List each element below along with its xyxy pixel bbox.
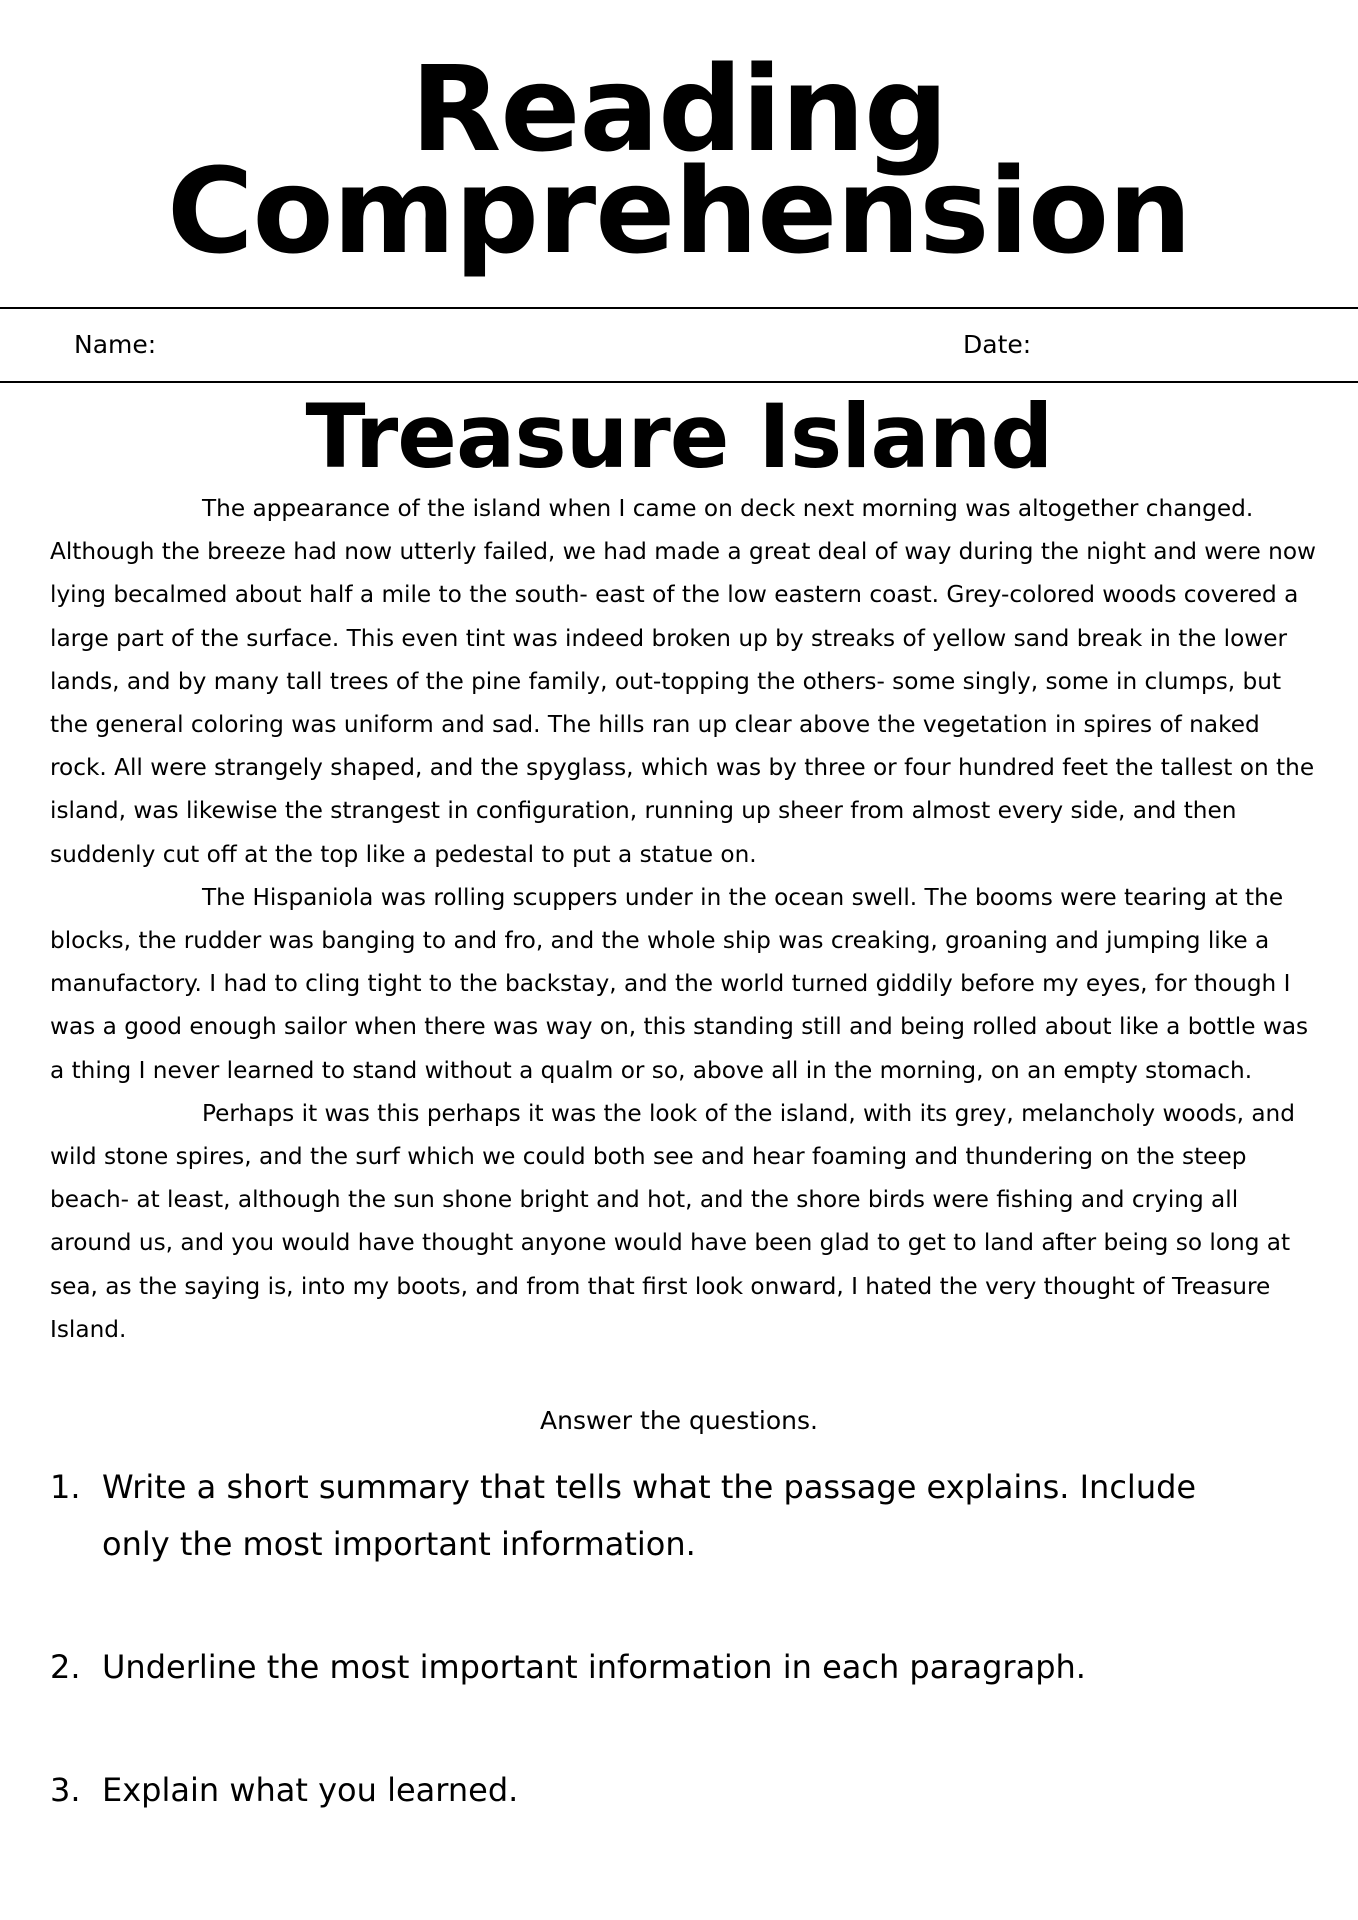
story-title: Treasure Island bbox=[305, 385, 1053, 488]
name-field-label[interactable]: Name: bbox=[74, 330, 157, 359]
question-text: Underline the most important information in each paragraph. bbox=[102, 1648, 1086, 1686]
passage-paragraph-1: The appearance of the island when I came on deck next morning was altogether changed. Although the breeze had now utterly failed, we had made a great deal of way during the night and were now lying becalmed about half a mile to the south- east of the low eastern coast. Grey-colored woods covered a large part of the surface. This even tint was indeed broken up by streaks of yellow sand break in the lower lands, and by many tall trees of the pine family, out-topping the others- some singly, some in clumps, but the general coloring was uniform and sad. The hills ran up clear above the vegetation in spires of naked rock. All were strangely shaped, and the spyglass, which was by three or four hundred feet the tallest on the island, was likewise the strangest in configuration, running up sheer from almost every side, and then suddenly cut off at the top like a pedestal to put a statue on. bbox=[50, 495, 1317, 868]
question-1 bbox=[50, 1459, 1270, 1573]
passage-paragraph-2: The Hispaniola was rolling scuppers under in the ocean swell. The booms were tearing at the blocks, the rudder was banging to and fro, and the whole ship was creaking, groaning and jumping like a manufactory. I had to cling tight to the backstay, and the world turned giddily before my eyes, for though I was a good enough sailor when there was way on, this standing still and being rolled about like a bottle was a thing I never learned to stand without a qualm or so, above all in the morning, on an empty stomach. bbox=[50, 883, 1309, 1084]
question-3 bbox=[50, 1762, 1270, 1819]
header-rule-top bbox=[0, 307, 1358, 309]
date-field-label[interactable]: Date: bbox=[963, 330, 1032, 359]
question-number: 2. bbox=[50, 1648, 81, 1686]
worksheet-title bbox=[0, 40, 1358, 280]
reading-passage bbox=[50, 487, 1318, 1351]
questions-instruction: Answer the questions. bbox=[540, 1406, 818, 1435]
passage-paragraph-3: Perhaps it was this perhaps it was the look of the island, with its grey, melancholy woods, and wild stone spires, and the surf which we could both see and hear foaming and thundering on the steep beach- at least, although the sun shone bright and hot, and the shore birds were fishing and crying all around us, and you would have thought anyone would have been glad to get to land after being so long at sea, as the saying is, into my boots, and from that first look onward, I hated the very thought of Treasure Island. bbox=[50, 1099, 1295, 1343]
title-line-comprehension: Comprehension bbox=[166, 142, 1192, 280]
question-number: 1. bbox=[50, 1468, 81, 1506]
question-number: 3. bbox=[50, 1771, 81, 1809]
title-line-reading: Reading bbox=[410, 40, 948, 178]
question-text: Explain what you learned. bbox=[102, 1771, 519, 1809]
question-2 bbox=[50, 1639, 1270, 1696]
question-text: Write a short summary that tells what the passage explains. Include only the most important information. bbox=[102, 1468, 1197, 1563]
header-rule-bottom bbox=[0, 381, 1358, 383]
